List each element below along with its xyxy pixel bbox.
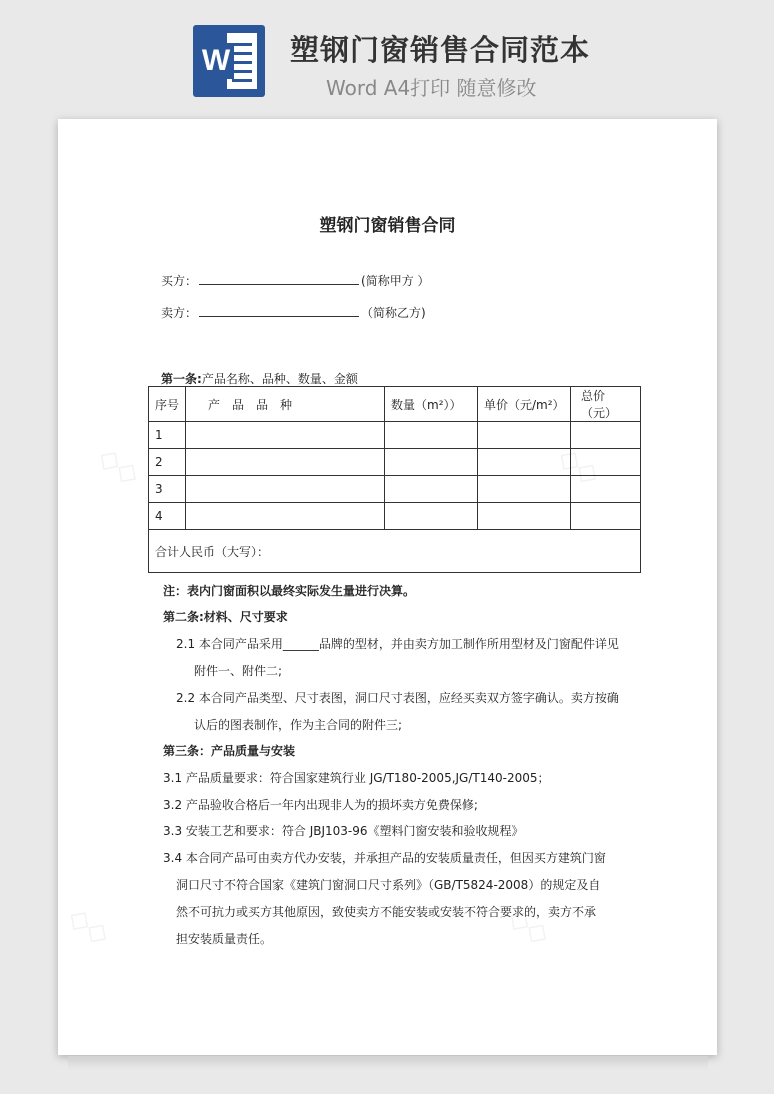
row-index: 3 <box>149 476 186 503</box>
seller-blank <box>199 304 359 317</box>
clause-2-2-cont: 认后的图表制作，作为主合同的附件三; <box>194 718 403 732</box>
clause-3-3: 3.3 安装工艺和要求：符合 JBJ103-96《塑料门窗安装和验收规程》 <box>163 824 524 838</box>
banner <box>0 0 774 110</box>
watermark: ◇◇ <box>92 439 147 492</box>
header-quantity: 数量（m²）） <box>385 387 478 422</box>
clause-3-4-line4: 担安装质量责任。 <box>176 932 273 946</box>
article-3-heading: 第三条：产品质量与安装 <box>163 744 296 758</box>
row-index: 2 <box>149 449 186 476</box>
clause-3-4-line3: 然不可抗力或买方其他原因，致使卖方不能安装或安装不符合要求的，卖方不承 <box>176 905 597 919</box>
watermark: ◇◇ <box>552 439 607 492</box>
table-row <box>149 476 641 503</box>
article-1-label: 第一条: <box>161 372 202 386</box>
banner-title: 塑钢门窗销售合同范本 <box>290 33 591 67</box>
banner-subtitle: Word A4打印 随意修改 <box>326 76 537 100</box>
document-page <box>58 119 717 1055</box>
header-product: 产 品 品 种 <box>186 387 385 422</box>
header-unit-price: 单价（元/m²） <box>478 387 571 422</box>
clause-2-2: 2.2 本合同产品类型、尺寸表图，洞口尺寸表图，应经买卖双方签字确认。卖方按确 <box>176 691 619 705</box>
word-icon <box>193 25 265 97</box>
document-title: 塑钢门窗销售合同 <box>319 216 456 236</box>
page-shadow <box>68 1056 708 1070</box>
watermark: ◇◇ <box>62 899 117 952</box>
watermark: ◇◇ <box>502 899 557 952</box>
table-total-row <box>149 530 641 573</box>
clause-2-1-cont: 附件一、附件二; <box>194 664 283 678</box>
seller-line <box>161 304 426 321</box>
product-table <box>148 386 641 573</box>
clause-3-4: 3.4 本合同产品可由卖方代办安装，并承担产品的安装质量责任，但因买方建筑门窗 <box>163 851 606 865</box>
clause-2-1: 2.1 本合同产品采用______品牌的型材，并由卖方加工制作所用型材及门窗配件详见 <box>176 637 619 651</box>
table-header-row <box>149 387 641 422</box>
row-index: 4 <box>149 503 186 530</box>
clause-3-1: 3.1 产品质量要求：符合国家建筑行业 JG/T180-2005,JG/T140-2005； <box>163 771 550 785</box>
buyer-line <box>161 272 430 289</box>
clause-3-2: 3.2 产品验收合格后一年内出现非人为的损坏卖方免费保修; <box>163 798 478 812</box>
row-index: 1 <box>149 422 186 449</box>
seller-label: 卖方： <box>161 306 198 320</box>
buyer-suffix: (简称甲方 ） <box>361 274 430 288</box>
word-letter: W <box>198 43 234 79</box>
header-total-price: 总价（元） <box>571 387 641 422</box>
buyer-blank <box>199 272 359 285</box>
table-row <box>149 503 641 530</box>
article-1-heading <box>161 370 358 387</box>
buyer-label: 买方： <box>161 274 198 288</box>
seller-suffix: （简称乙方) <box>361 306 426 320</box>
total-amount-label: 合计人民币（大写）： <box>149 530 641 573</box>
clause-3-4-line2: 洞口尺寸不符合国家《建筑门窗洞口尺寸系列》（GB/T5824-2008）的规定及自 <box>176 878 601 892</box>
article-1-text: 产品名称、品种、数量、金额 <box>201 372 358 386</box>
article-2-heading: 第二条:材料、尺寸要求 <box>163 610 288 624</box>
header-index: 序号 <box>149 387 186 422</box>
note: 注：表内门窗面积以最终实际发生量进行决算。 <box>163 584 416 598</box>
